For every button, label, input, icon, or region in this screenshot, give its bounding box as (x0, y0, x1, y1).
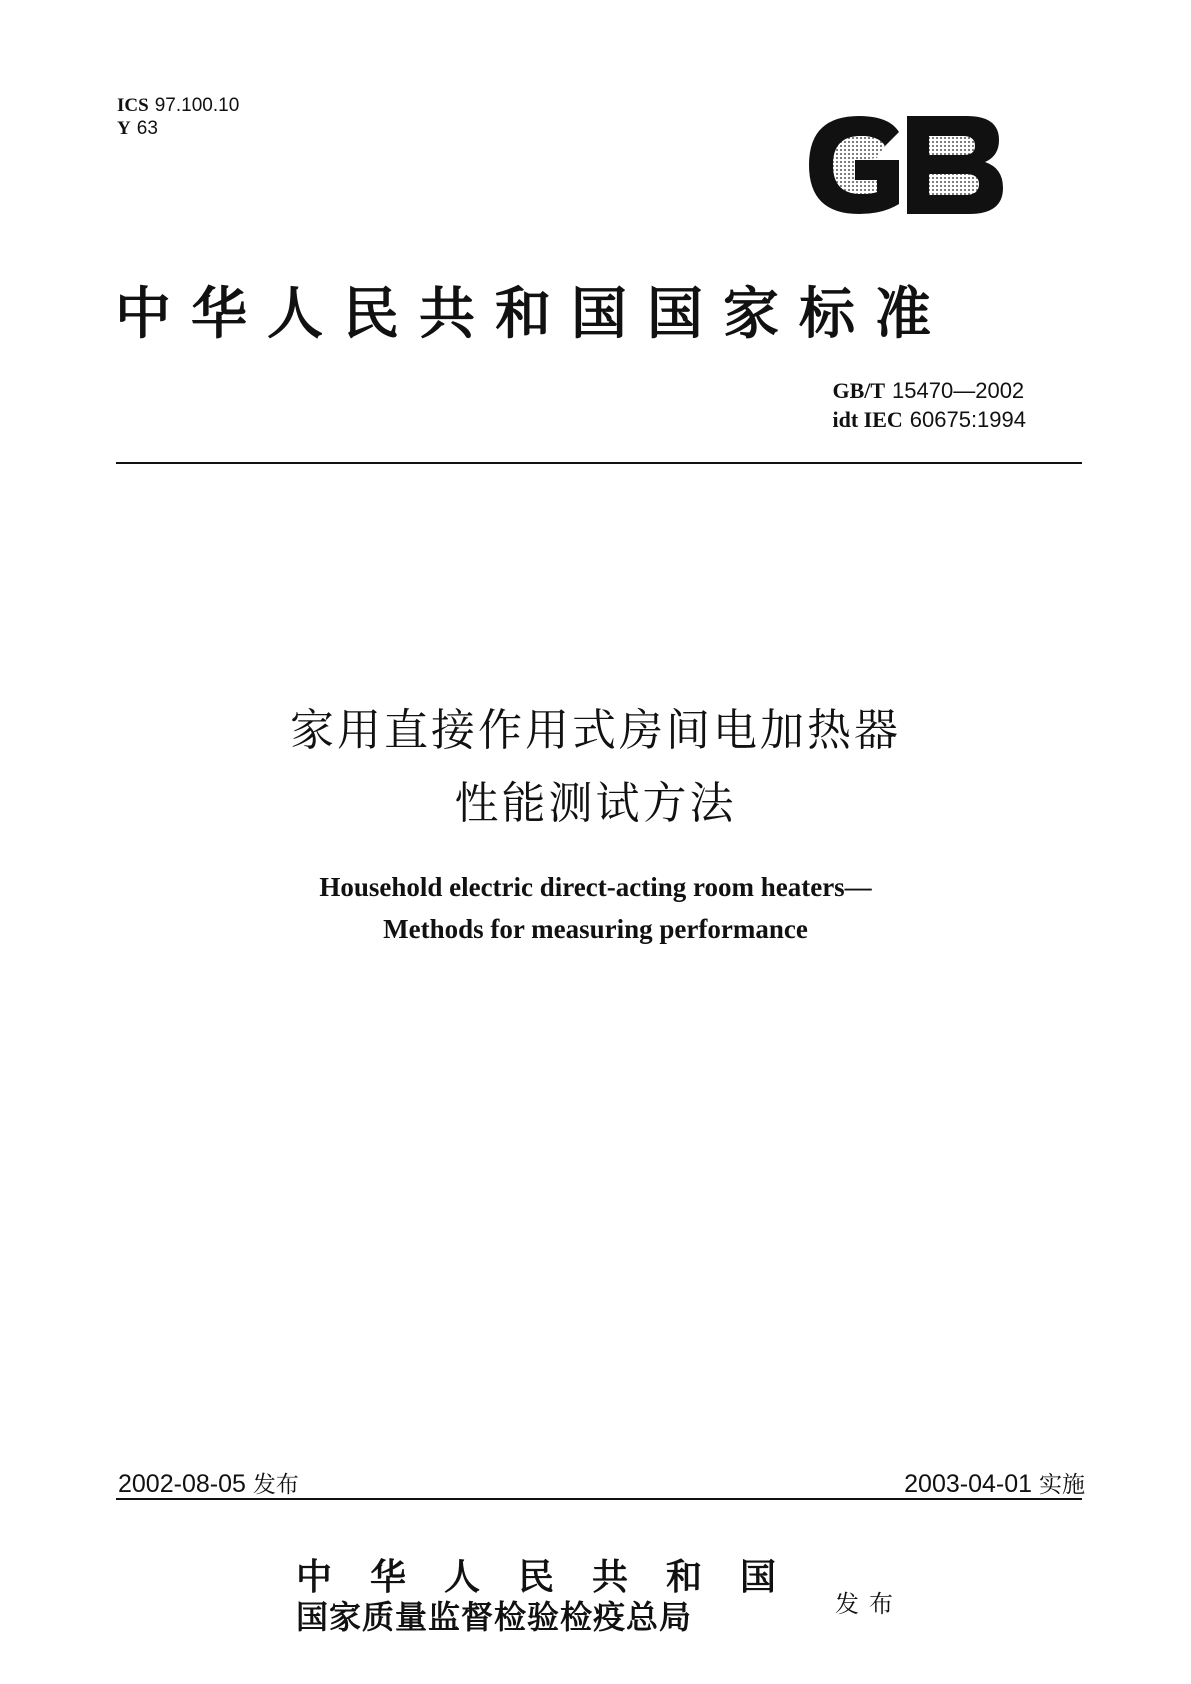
title-en-line1: Household electric direct-acting room heaters— (319, 872, 872, 902)
gb-logo (803, 112, 1008, 218)
gb-label: GB/T (832, 378, 886, 403)
header-divider (116, 462, 1082, 464)
gb-number: 15470—2002 (892, 378, 1025, 403)
ccs-line (117, 117, 239, 140)
ccs-label: Y (117, 118, 131, 139)
issue-date (118, 1466, 299, 1499)
ics-line (117, 94, 239, 117)
issue-date-value: 2002-08-05 (118, 1470, 246, 1498)
issuer-line2: 国家质量监督检验检疫总局 (296, 1598, 693, 1636)
issue-date-suffix: 发布 (252, 1472, 299, 1498)
issuer-line1: 中华人民共和国 (296, 1556, 815, 1598)
effective-date-value: 2003-04-01 (904, 1470, 1033, 1498)
issuer-block (296, 1557, 814, 1637)
effective-date (904, 1466, 1085, 1499)
gb-logo-graphic (803, 112, 1008, 218)
footer-divider (116, 1498, 1082, 1500)
ics-code: 97.100.10 (154, 95, 240, 116)
effective-date-suffix: 实施 (1039, 1472, 1085, 1498)
title-cn-line2: 性能测试方法 (454, 778, 737, 829)
issuer-action: 发布 (835, 1590, 903, 1618)
idt-number-line (832, 406, 1026, 435)
standard-numbers (832, 377, 1026, 435)
national-standard-heading: 中华人民共和国国家标准 (115, 281, 951, 347)
gb-number-line (832, 377, 1026, 406)
classification-codes (117, 94, 239, 140)
ics-label: ICS (117, 95, 149, 116)
title-en-line2: Methods for measuring performance (383, 914, 808, 944)
title-cn-line1: 家用直接作用式房间电加热器 (290, 705, 901, 756)
ccs-code: 63 (136, 118, 158, 139)
idt-number: 60675:1994 (909, 407, 1026, 432)
idt-label: idt IEC (832, 407, 903, 432)
